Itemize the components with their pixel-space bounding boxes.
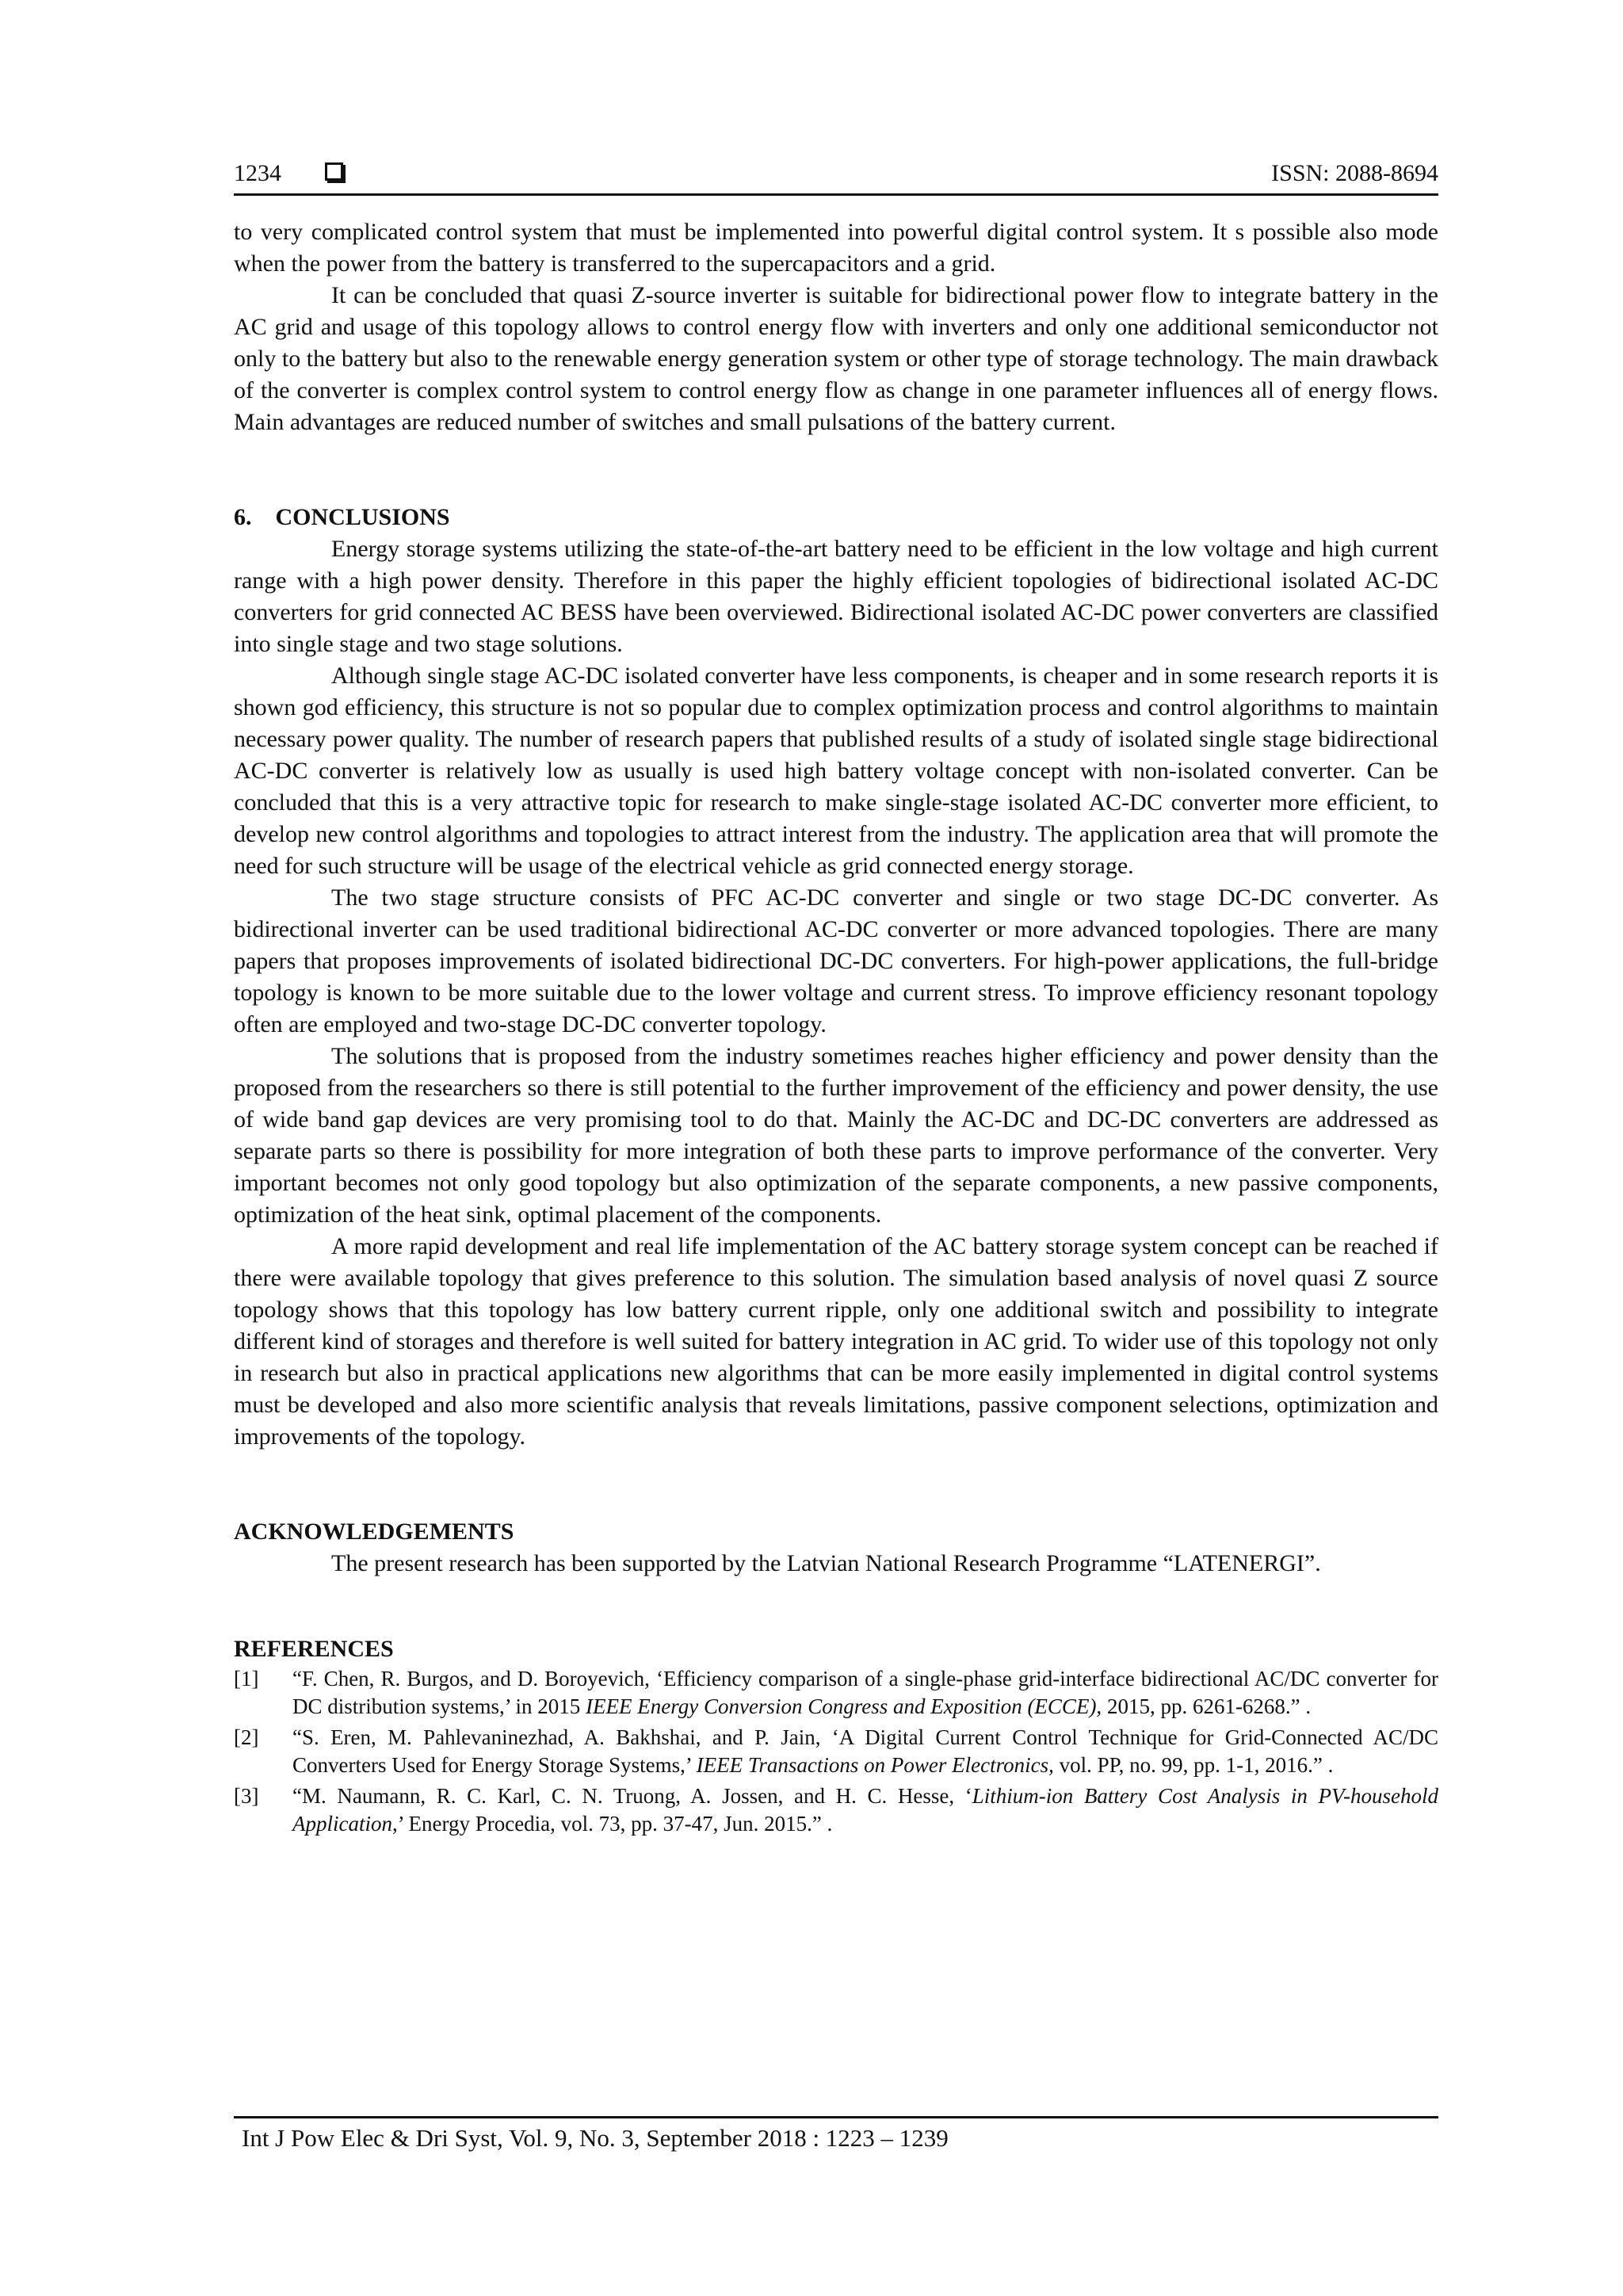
reference-item: [234, 1665, 1438, 1721]
conclusions-heading: 6. CONCLUSIONS: [234, 504, 450, 530]
footer-rule: [234, 2116, 1438, 2118]
conclusions-paragraph-1: Energy storage systems utilizing the state-of-the-art battery need to be efficient in the low voltage and high current range with a high power density. Therefore in this paper the highly efficient topologies of bidirectional isolated AC-DC converters for grid connected AC BESS have been overviewed. Bidirectional isolated AC-DC power converters are classified into single stage and two stage solutions.: [234, 536, 1438, 657]
acknowledgements-heading: ACKNOWLEDGEMENTS: [234, 1519, 514, 1545]
reference-venue: IEEE Energy Conversion Congress and Exposition (ECCE),: [586, 1694, 1102, 1718]
conclusions-paragraph-5: A more rapid development and real life implementation of the AC battery storage system concept can be reached if there were available topology that gives preference to this solution. The simulation based analysis of novel quasi Z source topology shows that this topology has low battery current ripple, only one additional switch and possibility to integrate different kind of storages and therefore is well suited for battery integration in AC grid. To wider use of this topology not only in research but also in practical applications new algorithms that can be more easily implemented in digital control systems must be developed and also more scientific analysis that reveals limitations, passive component selections, optimization and improvements of the topology.: [234, 1233, 1438, 1450]
issn-label: ISSN: 2088-8694: [1271, 160, 1438, 186]
reference-number: [3]: [234, 1784, 259, 1808]
reference-text: “F. Chen, R. Burgos, and D. Boroyevich, ‘Efficiency comparison of a single-phase grid-interface bidirectional AC/DC converter for DC distribution systems,’ in 2015 IEEE Energy Conversion Congress and Exposition (ECCE), 2015, pp. 6261-6268.” .: [292, 1667, 1438, 1718]
conclusions-paragraph-2: Although single stage AC-DC isolated converter have less components, is cheaper and in some research reports it is shown god efficiency, this structure is not so popular due to complex optimization process and control algorithms to maintain necessary power quality. The number of research papers that published results of a study of isolated single stage bidirectional AC-DC converter is relatively low as usually is used high battery voltage concept with non-isolated converter. Can be concluded that this is a very attractive topic for research to make single-stage isolated AC-DC converter more efficient, to develop new control algorithms and topologies to attract interest from the industry. The application area that will promote the need for such structure will be usage of the electrical vehicle as grid connected energy storage.: [234, 663, 1438, 879]
page-number: 1234: [234, 160, 281, 186]
references-heading: REFERENCES: [234, 1636, 394, 1662]
reference-title: Lithium-ion Battery Cost Analysis in PV-household Application: [292, 1784, 1438, 1836]
body-paragraph-2: It can be concluded that quasi Z-source inverter is suitable for bidirectional power flow to integrate battery in the AC grid and usage of this topology allows to control energy flow with inverters and only one additional semiconductor not only to the battery but also to the renewable energy generation system or other type of storage technology. The main drawback of the converter is complex control system to control energy flow as change in one parameter influences all of energy flows. Main advantages are reduced number of switches and small pulsations of the battery current.: [234, 282, 1438, 435]
reference-number: [2]: [234, 1725, 259, 1749]
body-paragraph-1: to very complicated control system that must be implemented into powerful digital control system. It s possible also mode when the power from the battery is transferred to the supercapacitors and a grid.: [234, 219, 1438, 277]
checkbox-square-icon: [325, 162, 343, 181]
section-spacer: [234, 1580, 1438, 1633]
conclusions-paragraph-4: The solutions that is proposed from the industry sometimes reaches higher efficiency and power density than the proposed from the researchers so there is still potential to the further improvement of the efficiency and power density, the use of wide band gap devices are very promising tool to do that. Mainly the AC-DC and DC-DC converters are addressed as separate parts so there is possibility for more integration of both these parts to improve performance of the converter. Very important becomes not only good topology but also optimization of the separate components, a new passive components, optimization of the heat sink, optimal placement of the components.: [234, 1043, 1438, 1228]
section-spacer: [234, 438, 1438, 502]
reference-item: [234, 1782, 1438, 1838]
acknowledgements-text: The present research has been supported by the Latvian National Research Programme “LATENERGI”.: [331, 1550, 1321, 1576]
page-header: [234, 155, 1438, 192]
header-rule: [234, 193, 1438, 196]
reference-text: “M. Naumann, R. C. Karl, C. N. Truong, A. Jossen, and H. C. Hesse, ‘Lithium-ion Battery Cost Analysis in PV-household Application,’ Energy Procedia, vol. 73, pp. 37-47, Jun. 2015.” .: [292, 1784, 1438, 1836]
references-list: [234, 1665, 1438, 1838]
page-body: [234, 216, 1438, 1841]
reference-item: [234, 1724, 1438, 1779]
reference-number: [1]: [234, 1667, 259, 1690]
reference-venue: IEEE Transactions on Power Electronics,: [696, 1753, 1054, 1777]
reference-text: “S. Eren, M. Pahlevaninezhad, A. Bakhshai, and P. Jain, ‘A Digital Current Control Technique for Grid-Connected AC/DC Converters Used for Energy Storage Systems,’ IEEE Transactions on Power Electronics, vol. PP, no. 99, pp. 1-1, 2016.” .: [292, 1725, 1438, 1777]
conclusions-paragraph-3: The two stage structure consists of PFC AC-DC converter and single or two stage DC-DC converter. As bidirectional inverter can be used traditional bidirectional AC-DC converter or more advanced topologies. There are many papers that proposes improvements of isolated bidirectional DC-DC converters. For high-power applications, the full-bridge topology is known to be more suitable due to the lower voltage and current stress. To improve efficiency resonant topology often are employed and two-stage DC-DC converter topology.: [234, 884, 1438, 1037]
journal-footer: Int J Pow Elec & Dri Syst, Vol. 9, No. 3, September 2018 : 1223 – 1239: [242, 2124, 949, 2152]
section-spacer: [234, 1453, 1438, 1516]
